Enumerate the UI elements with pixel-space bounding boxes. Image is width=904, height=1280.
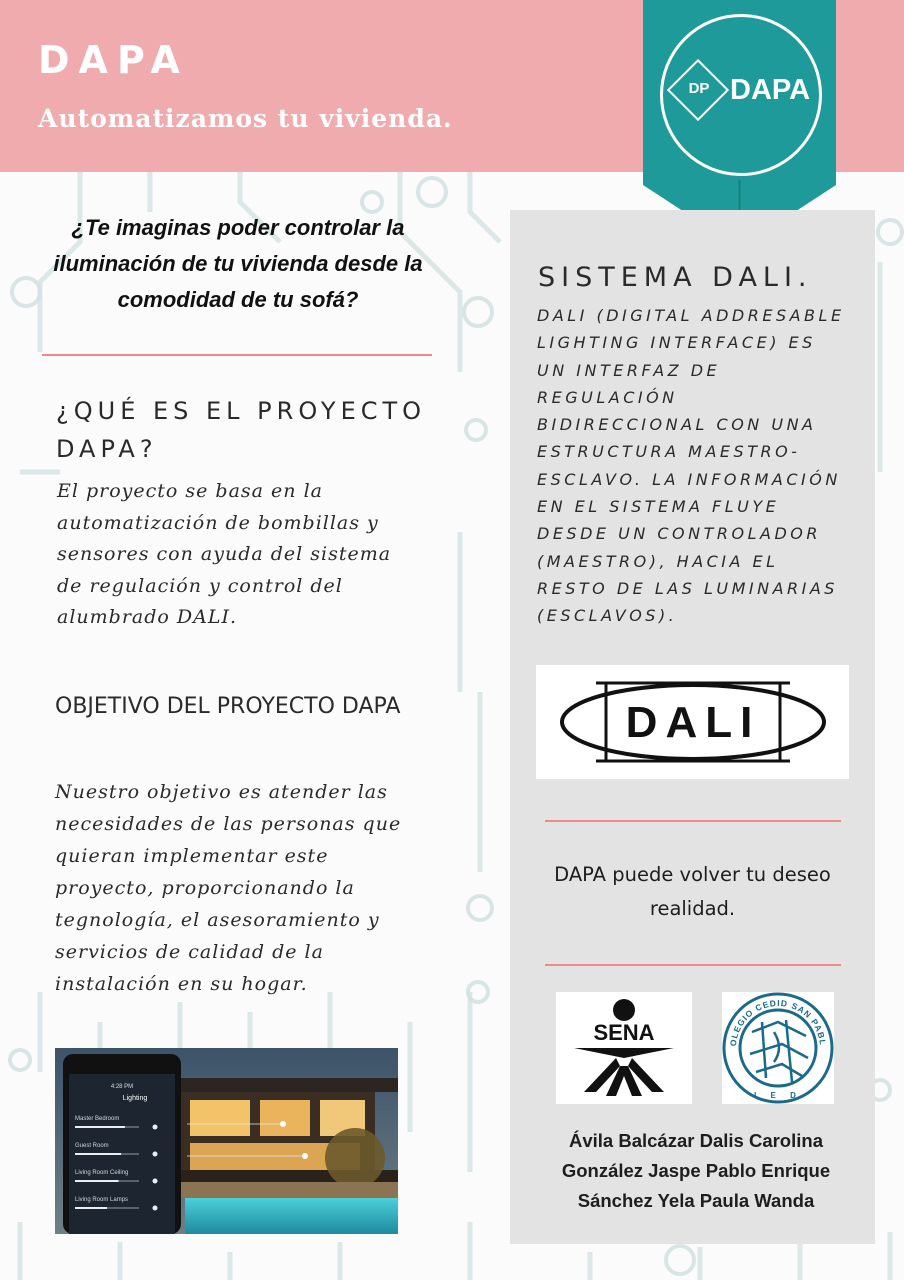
author-name: Sánchez Yela Paula Wanda	[577, 1190, 815, 1211]
author-name: Ávila Balcázar Dalis Carolina	[569, 1130, 823, 1151]
divider	[42, 354, 432, 356]
section-heading-dali: SISTEMA DALI.	[538, 262, 813, 293]
authors-list	[520, 1126, 872, 1216]
dali-logo-text: DALI	[625, 698, 761, 747]
brand-tagline: Automatizamos tu vivienda.	[38, 104, 453, 133]
section-heading-objetivo: OBJETIVO DEL PROYECTO DAPA	[55, 694, 401, 719]
colegio-logo	[722, 992, 834, 1104]
brightness-icon	[153, 1206, 158, 1211]
divider	[545, 964, 841, 966]
author-name: González Jaspe Pablo Enrique	[561, 1160, 831, 1181]
app-title: Lighting	[122, 1095, 148, 1102]
dimmer-level	[75, 1180, 119, 1182]
brand-title: DAPA	[38, 38, 189, 82]
section-body-objetivo: Nuestro objetivo es atender las necesidades de las personas que quieran implementar este proyecto, proporcionando la tegnología, el asesoramiento y servicios de calidad de la instalación en su hogar.	[55, 781, 402, 995]
badge-name: DAPA	[730, 74, 811, 106]
section-body-proyecto: El proyecto se basa en la automatización de bombillas y sensores con ayuda del sistema de regulación y control del alumbrado DALI.	[57, 480, 392, 628]
room-label: Living Room Ceiling	[75, 1170, 129, 1176]
smart-home-photo	[55, 1048, 398, 1234]
room-label: Master Bedroom	[75, 1116, 120, 1122]
colegio-sub: I E D	[754, 1091, 802, 1100]
room-label: Guest Room	[75, 1143, 109, 1149]
sena-logo	[556, 992, 692, 1104]
house-illustration	[55, 1048, 398, 1234]
section-body-dali: DALI (DIGITAL ADDRESABLE LIGHTING INTERFACE) ES UN INTERFAZ DE REGULACIÓN BIDIRECCIONAL CON UNA ESTRUCTURA MAESTRO-ESCLAVO. LA INFORMACIÓN EN EL SISTEMA FLUYE DESDE UN CONTROLADOR (MAESTRO), HACIA EL RESTO DE LAS LUMINARIAS (ESCLAVOS).	[537, 306, 845, 626]
colegio-name: OLEGIO CEDID SAN PABL	[727, 997, 829, 1047]
dimmer-level	[75, 1126, 125, 1128]
sena-logo-text: SENA	[593, 1020, 655, 1045]
section-heading-proyecto: ¿QUÉ ES EL PROYECTO DAPA?	[56, 397, 427, 463]
badge-monogram: DP	[688, 80, 710, 97]
slogan: DAPA puede volver tu deseo realidad.	[554, 863, 831, 920]
dimmer-level	[75, 1207, 107, 1209]
dali-logo	[536, 665, 849, 779]
intro-question: ¿Te imaginas poder controlar la iluminación de tu vivienda desde la comodidad de tu sofá?	[53, 215, 423, 312]
brightness-icon	[153, 1152, 158, 1157]
brightness-icon	[153, 1179, 158, 1184]
divider	[545, 820, 841, 822]
phone-time: 4:28 PM	[110, 1084, 134, 1090]
dimmer-level	[75, 1153, 121, 1155]
brightness-icon	[153, 1125, 158, 1130]
room-label: Living Room Lamps	[75, 1197, 129, 1203]
